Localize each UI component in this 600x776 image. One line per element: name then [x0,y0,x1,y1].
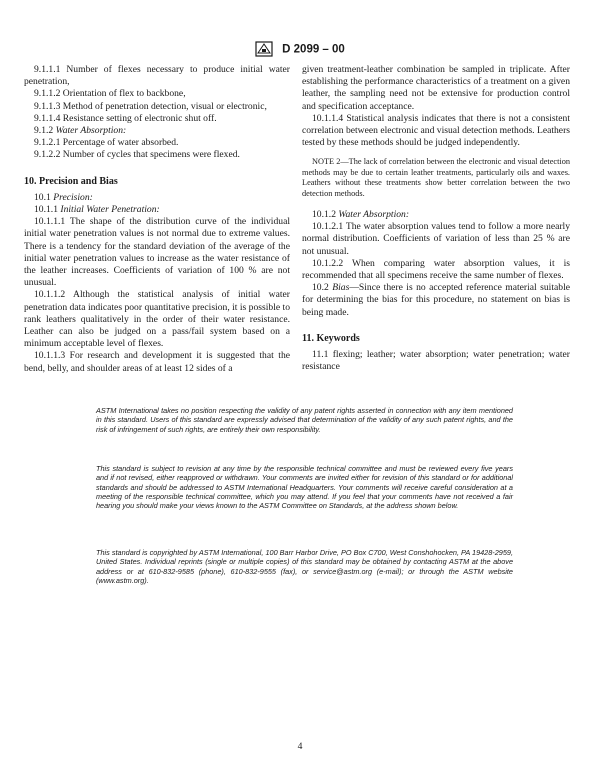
section-number: 9.1.2 [34,125,54,137]
paragraph [24,204,290,216]
paragraph: 10.1.2.1 The water absorption values tend to follow a more nearly normal distribution. Coefficients of variation of less than 25 % are not unusual. [302,221,570,257]
section-title: Water Absorption: [55,125,127,137]
section-title: Water Absorption: [338,209,410,221]
footer-revision-notice: This standard is subject to revision at any time by the responsible technical committee and must be reviewed every five years and if not revised, either reapproved or withdrawn. Your comments are invited either for revision of this standard or for additional standards and should be addressed to ASTM International Headquarters. Your comments will receive careful consideration at a meeting of the responsible technical committee, which you may attend. If you feel that your comments have not received a fair hearing you should make your views known to the ASTM Committee on Standards, at the address shown below. [96,464,513,511]
paragraph: 10.1.1.1 The shape of the distribution curve of the individual initial water penetration values is not normal due to extreme values. There is a tendency for the standard deviation of the average of the initial water penetration values to increase as the water resistance of the leather increases. Coefficients of variation of 100 % are not unusual. [24,216,290,289]
paragraph: 9.1.2.2 Number of cycles that specimens were flexed. [34,149,240,161]
paragraph-text: —Since there is no accepted reference material suitable for determining the bias for this procedure, no statement on bias is being made. [302,282,570,318]
section-title: Bias [332,282,350,294]
page-number: 4 [297,741,303,752]
section-number: 10.2 [312,282,329,294]
section-number: 10.1.1 [34,204,58,216]
paragraph [302,209,570,221]
paragraph: 9.1.1.2 Orientation of flex to backbone, [34,88,186,100]
paragraph [302,282,570,319]
paragraph: 9.1.2.1 Percentage of water absorbed. [34,137,179,149]
paragraph: given treatment-leather combination be sampled in triplicate. After establishing the performance characteristics of a treatment on a given leather, the sampling need not be extensive for production control and specification acceptance. [302,64,570,112]
paragraph: 10.1.1.4 Statistical analysis indicates that there is not a consistent correlation between electronic and visual detection methods. Leathers tested by these methods should be judged independently. [302,112,570,149]
section-number: 10.1 [34,191,51,203]
paragraph [24,192,290,204]
section-heading: 11. Keywords [302,332,360,344]
section-title: Precision: [53,191,93,203]
page-header [0,40,600,58]
standard-designation: D 2099 – 00 [282,43,345,56]
paragraph: 10.1.1.3 For research and development it is suggested that the bend, belly, and shoulder areas of at least 12 sides of a [24,350,290,374]
paragraph: 10.1.2.2 When comparing water absorption values, it is recommended that all specimens receive the same number of flexes. [302,257,570,282]
paragraph: 11.1 flexing; leather; water absorption; water penetration; water resistance [302,349,570,373]
section-heading: 10. Precision and Bias [24,175,118,187]
section-title: Initial Water Penetration: [60,204,160,216]
paragraph: 9.1.1.4 Resistance setting of electronic shut off. [34,112,217,124]
astm-logo-icon [255,41,273,57]
left-column [24,64,290,375]
paragraph [24,125,290,137]
paragraph: 9.1.1.3 Method of penetration detection, visual or electronic, [34,100,267,112]
section-number: 10.1.2 [312,209,336,221]
right-column [302,64,570,373]
note: NOTE 2—The lack of correlation between the electronic and visual detection methods may be due to certain leather treatments, particularly oils and waxes. Leathers without these treatments show better correlation between the two detection methods. [302,157,570,198]
footer-copyright-notice: This standard is copyrighted by ASTM International, 100 Barr Harbor Drive, PO Box C700, West Conshohocken, PA 19428-2959, United States. Individual reprints (single or multiple copies) of this standard may be obtained by contacting ASTM at the above address or at 610-832-9585 (phone), 610-832-9555 (fax), or service@astm.org (e-mail); or through the ASTM website (www.astm.org). [96,548,513,585]
footer-patent-notice: ASTM International takes no position respecting the validity of any patent rights asserted in connection with any item mentioned in this standard. Users of this standard are expressly advised that determination of the validity of any such patent rights, and the risk of infringement of such rights, are entirely their own responsibility. [96,406,513,434]
paragraph: 10.1.1.2 Although the statistical analysis of initial water penetration data indicates poor quantitative precision, it is possible to rank leathers qualitatively in the order of their water resistance. Leather can also be judged on a pass/fail system based on a minimum acceptable level of flexes. [24,289,290,350]
paragraph: 9.1.1.1 Number of flexes necessary to produce initial water penetration, [24,64,290,88]
